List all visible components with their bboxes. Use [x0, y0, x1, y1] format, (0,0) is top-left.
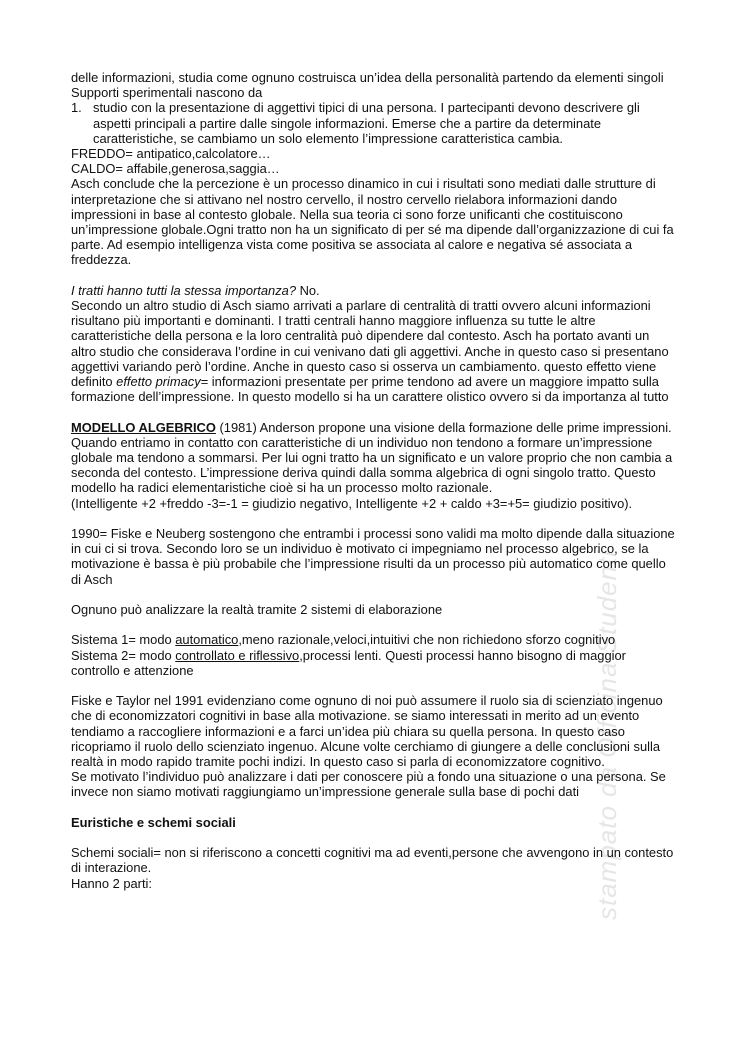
modello-algebrico-text: (1981) Anderson propone una visione della formazione delle prime impressioni. Quando entriamo in contatto con caratteristiche di un individuo non tendono a formare un’impressione globale ma tendono a sommarsi. Per lui ogni tratto ha un significato e un valore proprio che non cambia a seconda del contesto. L’impressione deriva quindi dalla somma algebrica di ogni singolo tratto. Questo modello ha radici elementaristiche cioè si ha un processo molto razionale.: [71, 419, 673, 496]
effetto-primacy: effetto primacy: [116, 374, 201, 390]
list-item: [71, 100, 675, 146]
section-heading: Euristiche e schemi sociali: [71, 814, 236, 830]
paragraph-sistemi: Ognuno può analizzare la realtà tramite 2 sistemi di elaborazione: [71, 602, 443, 618]
paragraph-supporti: Supporti sperimentali nascono da: [71, 85, 263, 101]
paragraph-centralita: [71, 298, 675, 404]
paragraph-question: [71, 283, 675, 298]
paragraph-fiske-taylor: Fiske e Taylor nel 1991 evidenziano come ognuno di noi può assumere il ruolo sia di scienziato ingenuo che di economizzatori cognitivi in base alla motivazione. se siamo interessati in merito ad un evento tendiamo a raccogliere informazioni e a farci un’idea più chiara su quella persona. In questo caso ricopriamo il ruolo dello scienziato ingenuo. Alcune volte cerchiamo di giungere a delle conclusioni sulla realtà in modo rapido tramite pochi indizi. In questo caso si parla di economizzatore cognitivo.: [71, 693, 663, 770]
paragraph-parti: Hanno 2 parti:: [71, 875, 152, 891]
sistema-2: [71, 648, 675, 678]
document-page: [71, 70, 675, 891]
paragraph-asch: Asch conclude che la percezione è un processo dinamico in cui i risultati sono mediati dalle strutture di interpretazione che si attivano nel nostro cervello, il nostro cervello rielabora informazioni dando impressioni in base al contesto globale. Nella sua teoria ci sono forze unificanti che costituiscono un’impressione globale.Ogni tratto non ha un significato di per sé ma dipende dall’organizzazione di cui fa parte. Ad esempio intelligenza vista come positiva se associata al calore e negativa sé associata a freddezza.: [71, 176, 674, 268]
paragraph-schemi: Schemi sociali= non si riferiscono a concetti cognitivi ma ad eventi,persone che avvengono in un contesto di interazione.: [71, 845, 674, 876]
paragraph-modello-algebrico: [71, 420, 675, 496]
centralita-text-end: = informazioni presentate per prime tendono ad avere un maggiore impatto sulla formazione dell’impressione. In questo modello si ha un carattere olistico ovvero si da importanza al tutto: [71, 374, 669, 405]
list-text: studio con la presentazione di aggettivi tipici di una persona. I partecipanti devono descrivere gli aspetti principali a partire dalle singole informazioni. Emerse che a partire da determinate caratteristiche, se cambiamo un solo elemento l’impressione caratteristica cambia.: [93, 100, 640, 146]
paragraph-esempio: (Intelligente +2 +freddo -3=-1 = giudizio negativo, Intelligente +2 + caldo +3=+5= giudizio positivo).: [71, 495, 633, 511]
line-freddo: FREDDO= antipatico,calcolatore…: [71, 146, 271, 162]
paragraph-intro: delle informazioni, studia come ognuno costruisca un’idea della personalità partendo da elementi singoli: [71, 70, 664, 85]
sistema-1-underlined: automatico: [175, 632, 239, 648]
line-caldo: CALDO= affabile,generosa,saggia…: [71, 161, 280, 177]
question-answer: No.: [296, 282, 320, 298]
paragraph-motivato: Se motivato l’individuo può analizzare i dati per conoscere più a fondo una situazione o una persona. Se invece non siamo motivati raggiungiamo un’impressione generale sulla base di pochi dati: [71, 769, 666, 800]
list-number: 1.: [71, 100, 82, 116]
sistema-1: [71, 632, 675, 647]
sistema-1-text: ,meno razionale,veloci,intuitivi che non richiedono sforzo cognitivo: [238, 632, 616, 648]
paragraph-fiske-neuberg: 1990= Fiske e Neuberg sostengono che entrambi i processi sono validi ma molto dipende dalla situazione in cui ci si trova. Secondo loro se un individuo è motivato ci impegniamo nel processo algebrico, se la motivazione è bassa è più probabile che l’impressione risulti da un processo più automatico come quello di Asch: [71, 526, 675, 587]
sistema-2-text: ,processi lenti. Questi processi hanno bisogno di maggior controllo e attenzione: [71, 647, 626, 678]
centralita-text: Secondo un altro studio di Asch siamo arrivati a parlare di centralità di tratti ovvero alcuni informazioni risultano più importanti e dominanti. I tratti centrali hanno maggiore influenza su tutte le altre caratteristiche della persona e la loro centralità può dipendere dal contesto. Asch ha portato avanti un altro studio che considerava l’ordine in cui venivano dati gli aggettivi. Anche in questo caso si presentano aggettivi variando però l’ordine. Anche in questo caso si osserva un cambiamento. questo effetto viene definito: [71, 298, 669, 390]
sistema-2-label: Sistema 2= modo: [71, 647, 176, 663]
sistema-1-label: Sistema 1= modo: [71, 632, 176, 648]
sistema-2-underlined: controllato e riflessivo: [175, 647, 300, 663]
watermark: stampato da Officina Studenti: [592, 549, 622, 920]
question-italic: I tratti hanno tutti la stessa importanza?: [71, 282, 296, 298]
modello-algebrico-heading: MODELLO ALGEBRICO: [71, 419, 216, 435]
